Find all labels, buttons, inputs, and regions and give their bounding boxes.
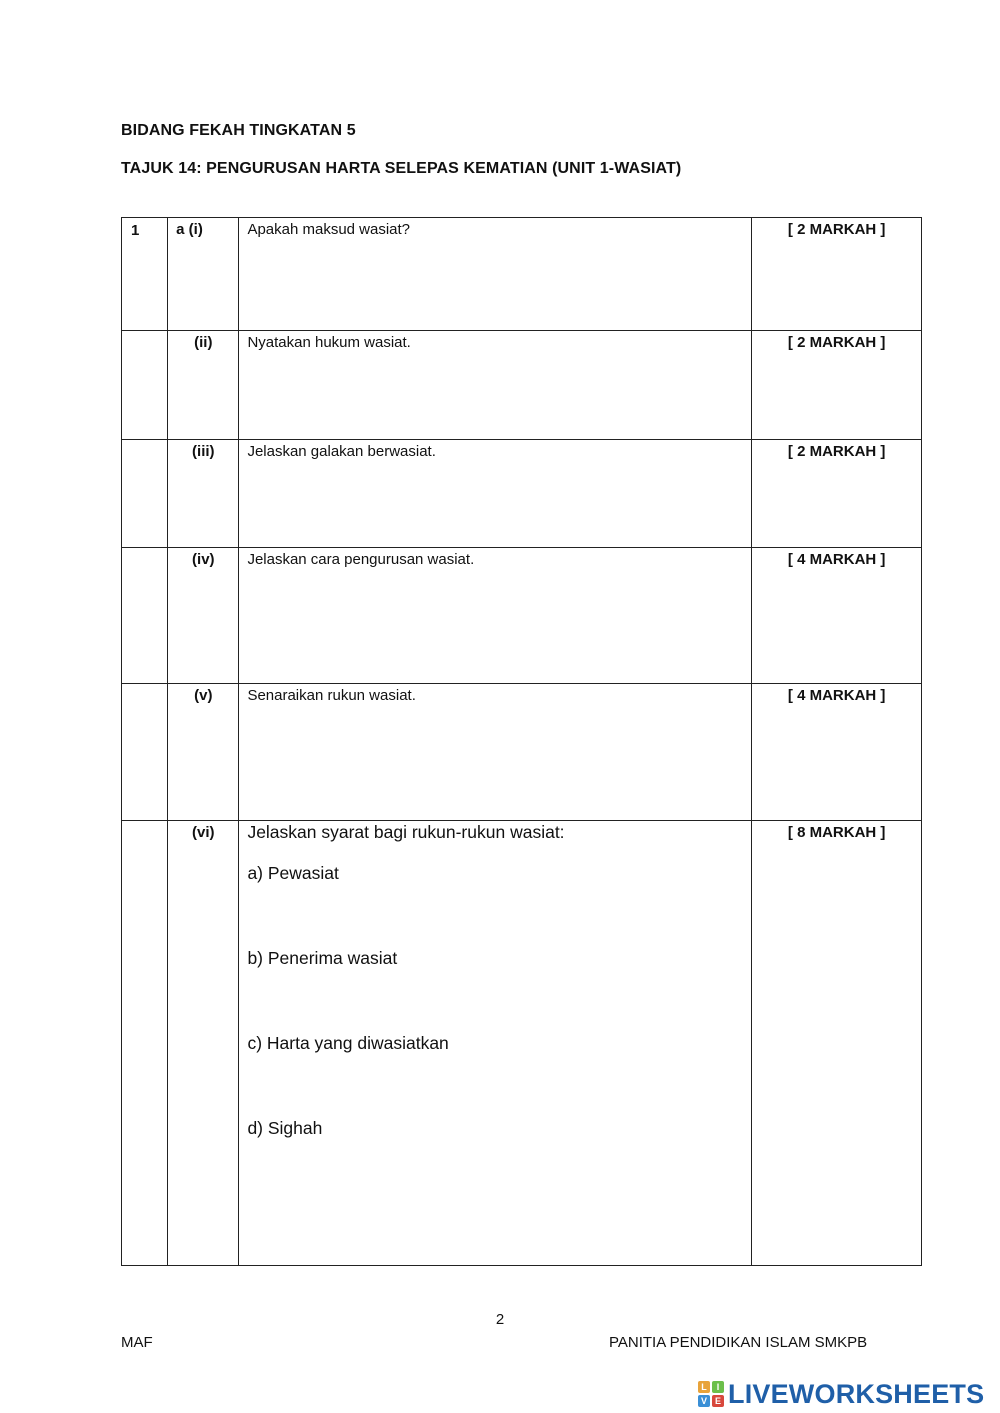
sub-question-label: (v) — [194, 687, 213, 704]
question-row — [122, 821, 922, 1266]
sub-label-cell — [168, 440, 239, 548]
question-text-cell[interactable] — [239, 548, 752, 684]
question-text: Jelaskan syarat bagi rukun-rukun wasiat: — [247, 822, 565, 842]
marks-label: [ 2 MARKAH ] — [787, 443, 886, 460]
marks-label: [ 4 MARKAH ] — [787, 551, 886, 568]
marks-label: [ 4 MARKAH ] — [787, 687, 886, 704]
sub-label-cell — [168, 331, 239, 440]
sub-question-label: (iv) — [192, 551, 215, 568]
question-row — [122, 684, 922, 821]
document-topic-heading: TAJUK 14: PENGURUSAN HARTA SELEPAS KEMATIAN (UNIT 1-WASIAT) — [121, 160, 682, 177]
question-row — [122, 331, 922, 440]
marks-cell — [752, 331, 922, 440]
logo-letter: V — [698, 1395, 710, 1407]
question-text-cell[interactable] — [239, 218, 752, 331]
question-number-cell — [122, 440, 168, 548]
sub-label-cell — [168, 821, 239, 1266]
document-subject-heading: BIDANG FEKAH TINGKATAN 5 — [121, 122, 356, 139]
question-row — [122, 548, 922, 684]
liveworksheets-logo-icon — [698, 1381, 724, 1407]
sub-label-cell — [168, 218, 239, 331]
question-text: Jelaskan cara pengurusan wasiat. — [247, 551, 475, 568]
question-row — [122, 218, 922, 331]
question-number-cell — [122, 331, 168, 440]
option-sighah: d) Sighah — [247, 1118, 323, 1138]
marks-cell — [752, 440, 922, 548]
question-text: Senaraikan rukun wasiat. — [247, 687, 416, 704]
marks-cell — [752, 821, 922, 1266]
option-pewasiat: a) Pewasiat — [247, 863, 339, 883]
marks-label: [ 2 MARKAH ] — [787, 334, 886, 351]
question-number: 1 — [131, 222, 140, 239]
question-text-cell[interactable] — [239, 331, 752, 440]
sub-question-label: a (i) — [176, 221, 203, 238]
question-text: Nyatakan hukum wasiat. — [247, 334, 411, 351]
question-text: Jelaskan galakan berwasiat. — [247, 443, 436, 460]
marks-cell — [752, 548, 922, 684]
question-text-cell[interactable] — [239, 684, 752, 821]
marks-cell — [752, 218, 922, 331]
option-penerima-wasiat: b) Penerima wasiat — [247, 948, 398, 968]
footer-author: MAF — [121, 1334, 153, 1351]
sub-label-cell — [168, 684, 239, 821]
question-number-cell — [122, 218, 168, 331]
question-number-cell — [122, 684, 168, 821]
liveworksheets-brand[interactable] — [698, 1380, 984, 1408]
question-text: Apakah maksud wasiat? — [247, 221, 411, 238]
marks-cell — [752, 684, 922, 821]
question-text-cell[interactable] — [239, 440, 752, 548]
question-text-cell[interactable] — [239, 821, 752, 1266]
question-row — [122, 440, 922, 548]
logo-letter: E — [712, 1395, 724, 1407]
sub-label-cell — [168, 548, 239, 684]
page-number: 2 — [495, 1311, 505, 1328]
logo-letter: I — [712, 1381, 724, 1393]
option-harta: c) Harta yang diwasiatkan — [247, 1033, 449, 1053]
sub-question-label: (vi) — [192, 824, 215, 841]
brand-text: LIVEWORKSHEETS — [728, 1378, 985, 1409]
logo-letter: L — [698, 1381, 710, 1393]
marks-label: [ 8 MARKAH ] — [787, 824, 886, 841]
sub-question-label: (iii) — [192, 443, 215, 460]
marks-label: [ 2 MARKAH ] — [787, 221, 886, 238]
footer-panel-name: PANITIA PENDIDIKAN ISLAM SMKPB — [609, 1334, 868, 1351]
question-table — [121, 217, 922, 1266]
sub-question-label: (ii) — [194, 334, 213, 351]
question-number-cell — [122, 821, 168, 1266]
question-number-cell — [122, 548, 168, 684]
